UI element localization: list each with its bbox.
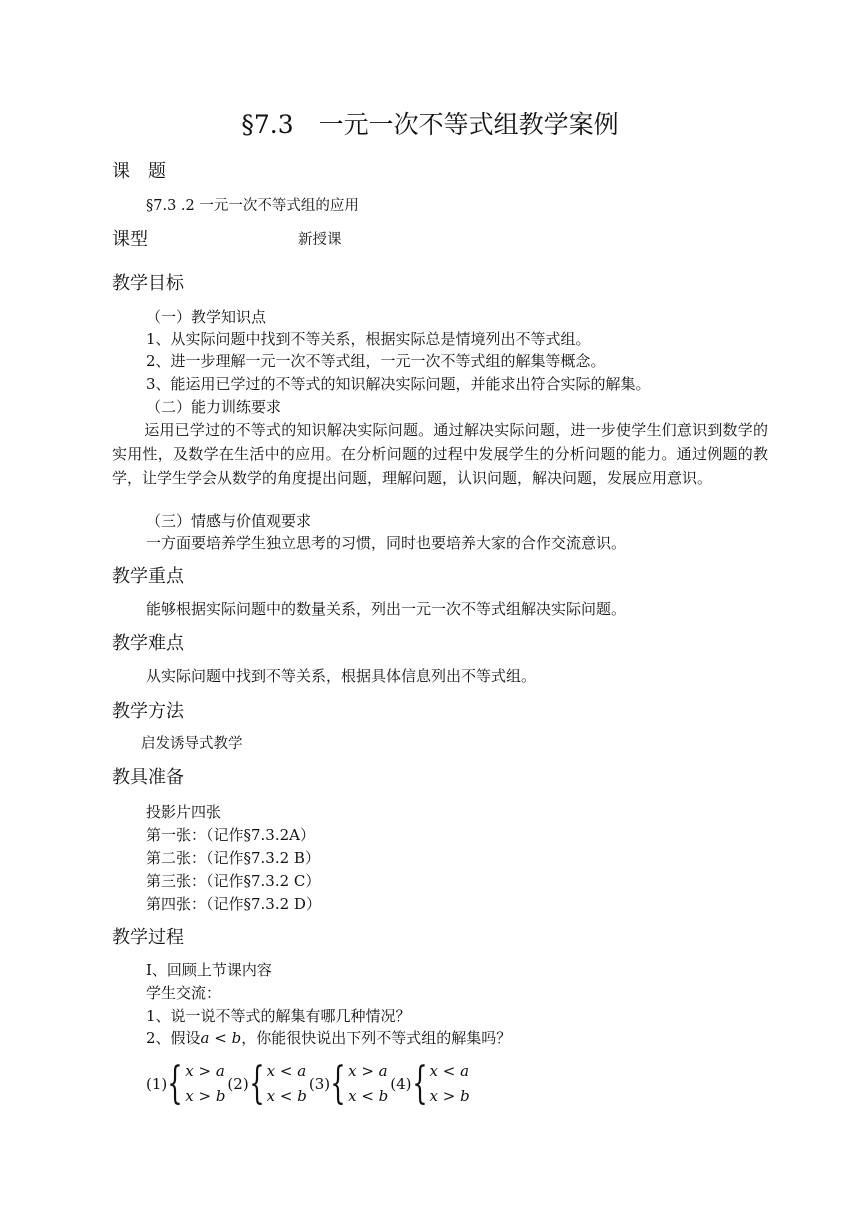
system-4: x < a x > b — [429, 1062, 470, 1105]
system-2: x < a x < b — [266, 1062, 307, 1105]
review-line: I、回顾上节课内容 — [146, 961, 272, 979]
ability-paragraph: 运用已学过的不等式的知识解决实际问题。通过解决实际问题，进一步使学生们意识到数学的实用性，及数学在生活中的应用。在分析问题的过程中发展学生的分析问题的能力。通过例题的教学，让学生学会从数学的角度提出问题，理解问题，认识问题，解决问题，发展应用意识。 — [112, 421, 768, 487]
key-point-heading: 教学重点 — [112, 566, 184, 587]
math-a-less-b: a < b — [200, 1029, 242, 1047]
knowledge-item-3: 3、能运用已学过的不等式的知识解决实际问题，并能求出符合实际的解集。 — [146, 375, 651, 393]
knowledge-item-2: 2、进一步理解一元一次不等式组，一元一次不等式组的解集等概念。 — [146, 352, 606, 370]
system-3-number: (3) — [308, 1075, 331, 1093]
slide-4: 第四张：（记作§7.3.2 D） — [146, 895, 321, 913]
slide-1: 第一张：（记作§7.3.2A） — [146, 826, 315, 844]
question-1: 1、说一说不等式的解集有哪几种情况？ — [146, 1007, 411, 1025]
emotion-title: （三）情感与价值观要求 — [146, 512, 312, 530]
method-text: 启发诱导式教学 — [141, 736, 243, 752]
lesson-type-label: 课型 — [112, 229, 148, 250]
system-1-number: (1) — [146, 1075, 168, 1093]
key-point-text: 能够根据实际问题中的数量关系，列出一元一次不等式组解决实际问题。 — [146, 600, 627, 618]
exchange-line: 学生交流： — [146, 984, 222, 1002]
question-2: 2、假设a < b，你能很快说出下列不等式组的解集吗？ — [146, 1029, 512, 1047]
knowledge-title: （一）教学知识点 — [146, 308, 267, 326]
topic-label: 课 题 — [112, 161, 166, 182]
materials-heading: 教具准备 — [112, 767, 184, 788]
inequality-systems — [146, 1058, 472, 1110]
slide-2: 第二张：（记作§7.3.2 B） — [146, 849, 320, 867]
emotion-text: 一方面要培养学生独立思考的习惯，同时也要培养大家的合作交流意识。 — [146, 534, 627, 552]
brace-icon: { — [167, 1058, 183, 1109]
objectives-heading: 教学目标 — [112, 273, 184, 294]
brace-icon: { — [330, 1058, 346, 1109]
materials-intro: 投影片四张 — [146, 803, 222, 821]
system-3: x > a x < b — [348, 1062, 389, 1105]
method-heading: 教学方法 — [112, 701, 184, 722]
ability-title: （二）能力训练要求 — [146, 398, 282, 416]
slide-3: 第三张：（记作§7.3.2 C） — [146, 872, 321, 890]
system-2-number: (2) — [227, 1075, 249, 1093]
system-4-number: (4) — [390, 1075, 412, 1093]
topic-value: §7.3 .2 一元一次不等式组的应用 — [146, 198, 359, 214]
page-title: §7.3 一元一次不等式组教学案例 — [241, 110, 619, 139]
difficulty-text: 从实际问题中找到不等关系，根据具体信息列出不等式组。 — [146, 667, 537, 685]
knowledge-item-1: 1、从实际问题中找到不等关系，根据实际总是情境列出不等式组。 — [146, 330, 591, 348]
brace-icon: { — [248, 1058, 265, 1109]
brace-icon: { — [411, 1058, 428, 1109]
process-heading: 教学过程 — [112, 927, 184, 948]
difficulty-heading: 教学难点 — [112, 633, 184, 654]
system-1: x > a x > b — [185, 1062, 226, 1105]
lesson-type-value: 新授课 — [298, 232, 342, 248]
